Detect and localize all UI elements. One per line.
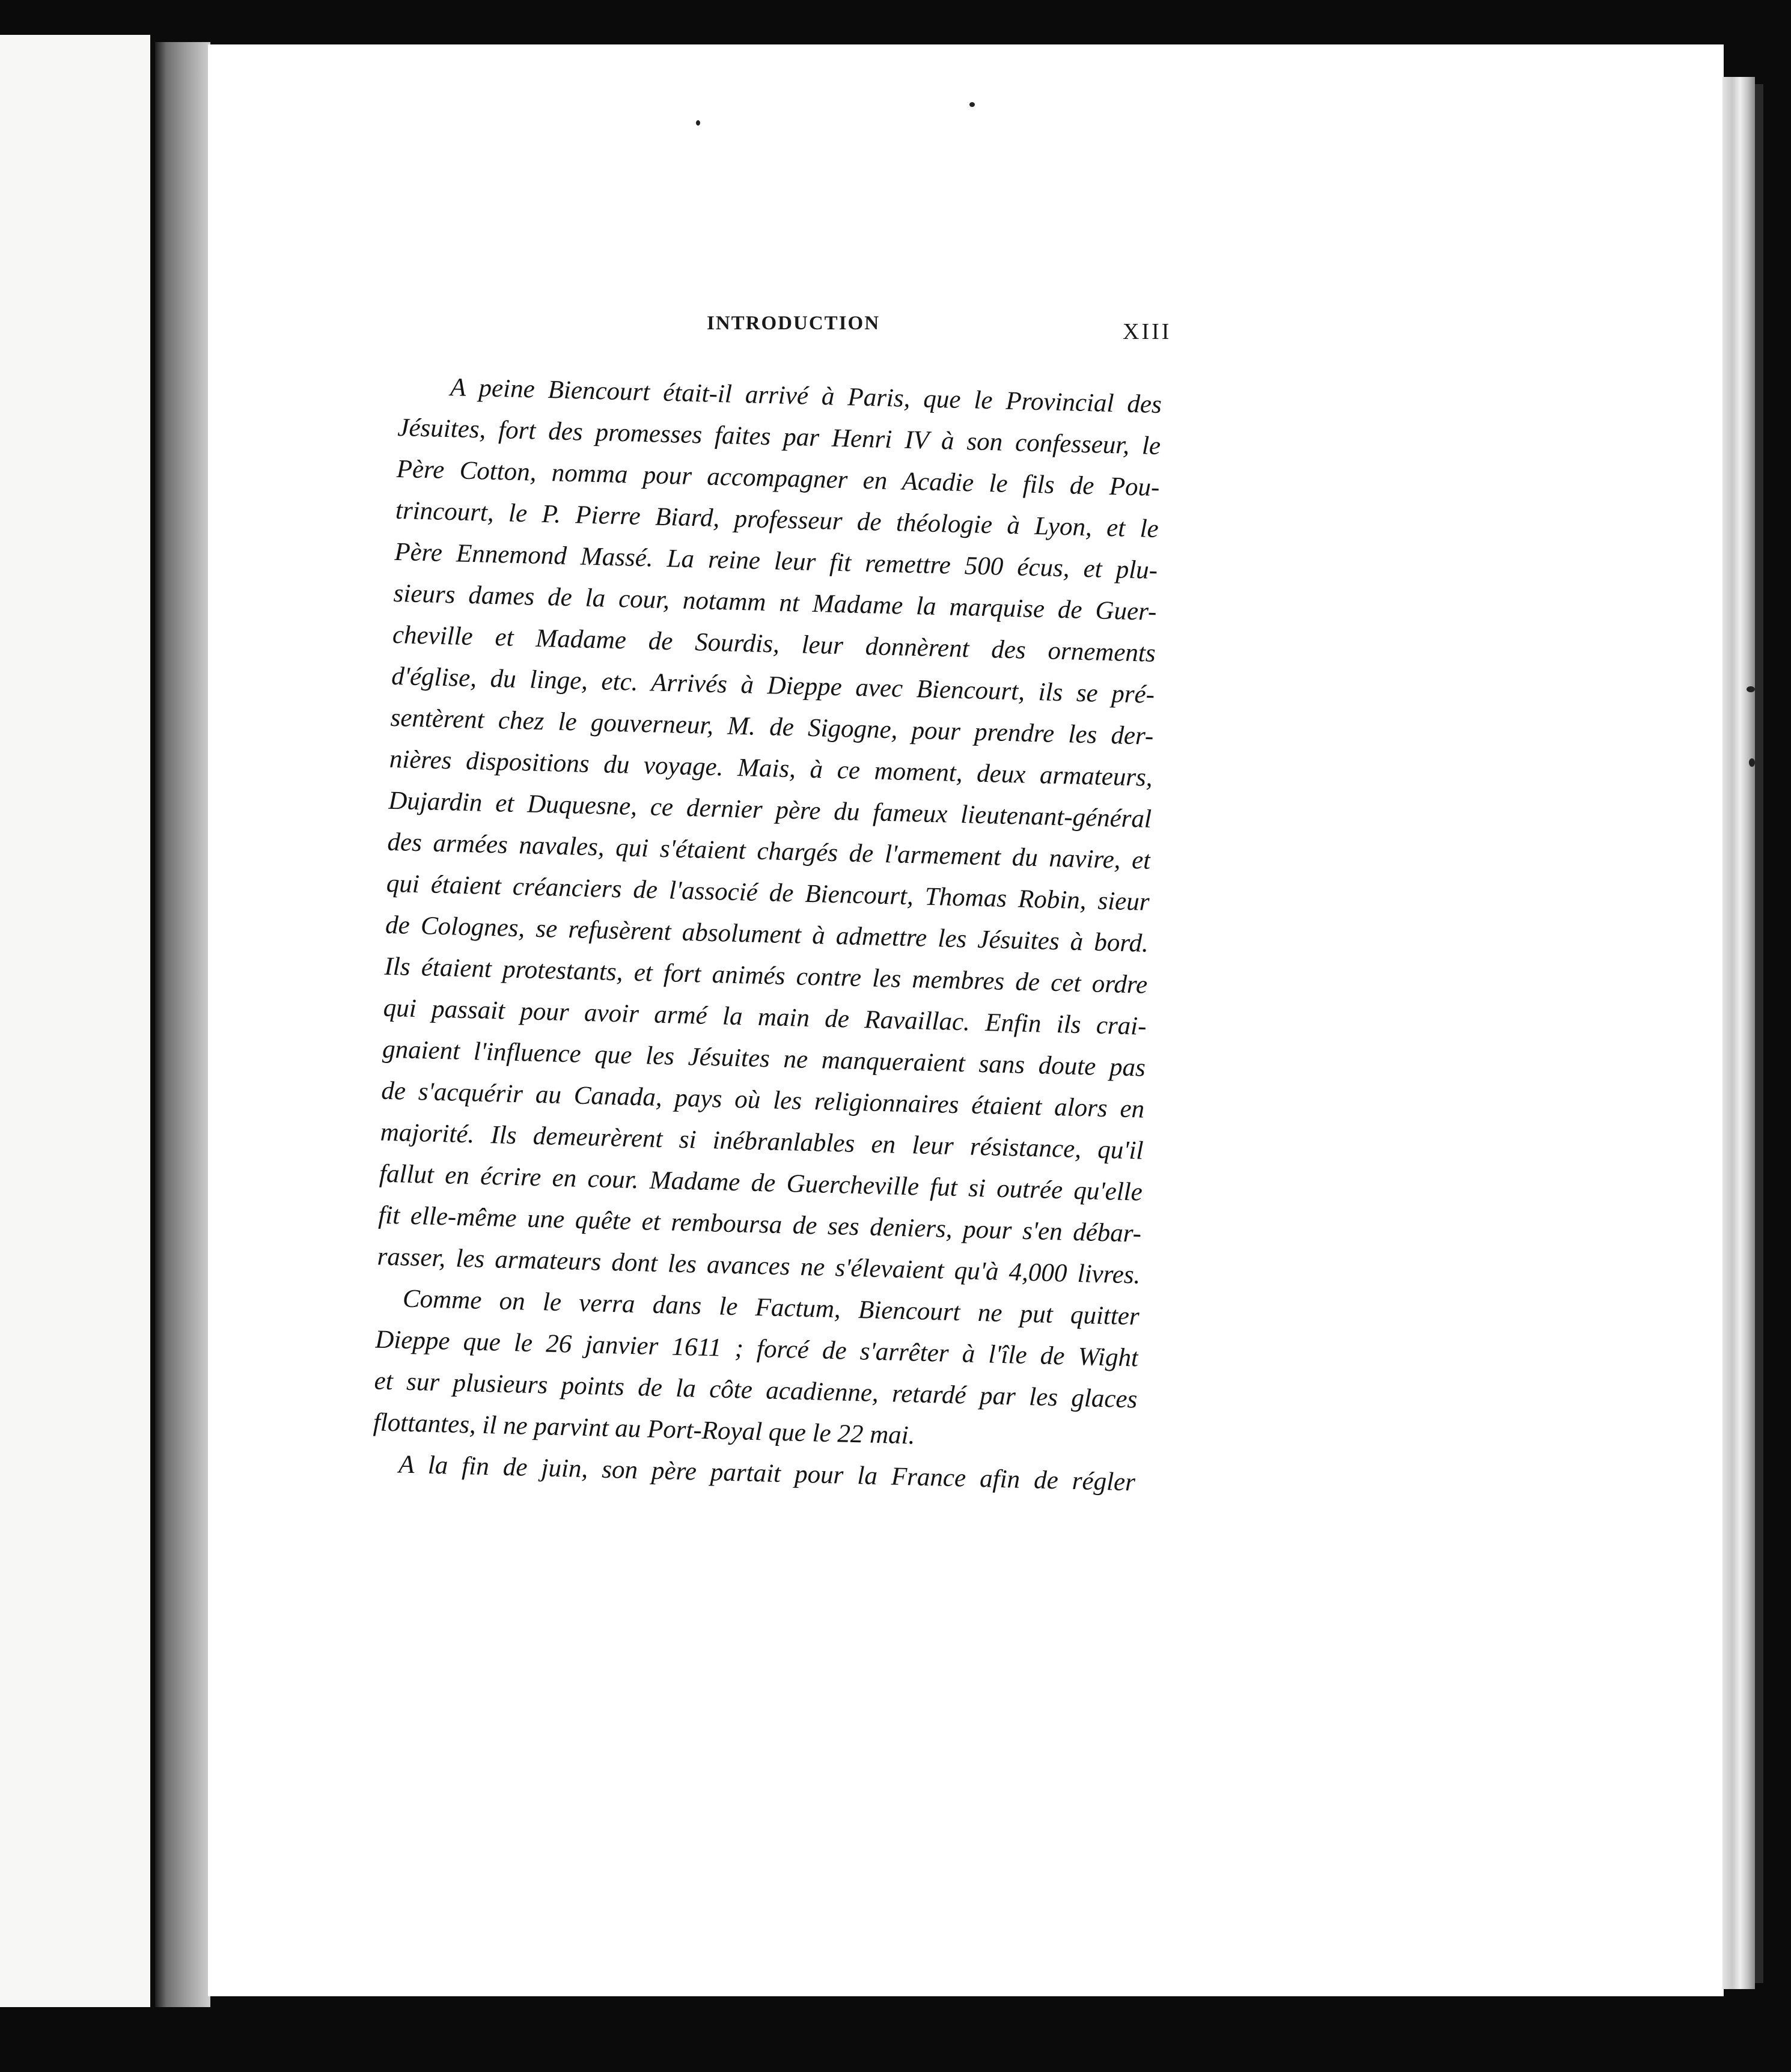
text-line: rasser, les armateurs dont les avances ne s'élevaient qu'à 4,000 livres. — [377, 1242, 1141, 1290]
dust-speck — [969, 102, 975, 107]
text-line: cheville et Madame de Sourdis, leur donnèrent des ornements — [392, 620, 1156, 668]
text-line: d'église, du linge, etc. Arrivés à Dieppe avec Biencourt, ils se pré- — [391, 662, 1155, 709]
text-line: de Colognes, se refusèrent absolument à admettre les Jésuites à bord. — [385, 910, 1149, 958]
text-line: trincourt, le P. Pierre Biard, professeur de théologie à Lyon, et le — [395, 496, 1159, 543]
body-text — [371, 365, 1162, 1503]
text-line: majorité. Ils demeurèrent si inébranlables en leur résistance, qu'il — [380, 1118, 1144, 1165]
text-line: Père Ennemond Massé. La reine leur fit remettre 500 écus, et plu- — [394, 537, 1158, 585]
text-line: Père Cotton, nomma pour accompagner en Acadie le fils de Pou- — [396, 454, 1160, 502]
dust-speck — [1749, 758, 1755, 767]
text-line: Comme on le verra dans le Factum, Biencourt ne put quitter — [402, 1284, 1140, 1331]
text-line: Dieppe que le 26 janvier 1611 ; forcé de s'arrêter à l'île de Wight — [374, 1325, 1139, 1373]
text-line: sieurs dames de la cour, notamm nt Madame la marquise de Guer- — [393, 579, 1157, 626]
dust-speck — [696, 120, 700, 126]
page-number: XIII — [1123, 319, 1172, 344]
text-line: A la fin de juin, son père partait pour la France afin de régler — [398, 1450, 1136, 1497]
text-line: fit elle-même une quête et remboursa de ses deniers, pour s'en débar- — [377, 1201, 1142, 1248]
text-line: de s'acquérir au Canada, pays où les religionnaires étaient alors en — [380, 1076, 1145, 1124]
text-line: flottantes, il ne parvint au Port-Royal que le 22 mai. — [373, 1408, 916, 1450]
text-line: Ils étaient protestants, et fort animés contre les membres de cet ordre — [383, 952, 1148, 999]
text-line: sentèrent chez le gouverneur, M. de Sigogne, pour prendre les der- — [390, 703, 1154, 751]
text-line: gnaient l'influence que les Jésuites ne manqueraient sans doute pas — [382, 1035, 1146, 1082]
text-line: qui passait pour avoir armé la main de Ravaillac. Enfin ils crai- — [383, 993, 1147, 1041]
previous-page-edge — [0, 35, 150, 2007]
text-line: des armées navales, qui s'étaient chargés de l'armement du navire, et — [387, 827, 1151, 875]
text-line: fallut en écrire en cour. Madame de Guercheville fut si outrée qu'elle — [379, 1159, 1143, 1207]
running-head: INTRODUCTION — [707, 312, 880, 334]
text-line: et sur plusieurs points de la côte acadienne, retardé par les glaces — [374, 1367, 1138, 1414]
text-line: Dujardin et Duquesne, ce dernier père du fameux lieutenant-général — [388, 786, 1152, 833]
text-line: Jésuites, fort des promesses faites par Henri IV à son confesseur, le — [397, 413, 1161, 460]
text-line: A peine Biencourt était-il arrivé à Paris, que le Provincial des — [450, 373, 1162, 419]
page-edge-stack — [1722, 77, 1755, 1989]
dust-speck — [1747, 686, 1755, 692]
page-edge-shadow — [1755, 84, 1763, 1983]
text-line: nières dispositions du voyage. Mais, à ce moment, deux armateurs, — [389, 745, 1153, 792]
text-line: qui étaient créanciers de l'associé de Biencourt, Thomas Robin, sieur — [386, 869, 1150, 916]
book-gutter — [155, 42, 210, 2007]
